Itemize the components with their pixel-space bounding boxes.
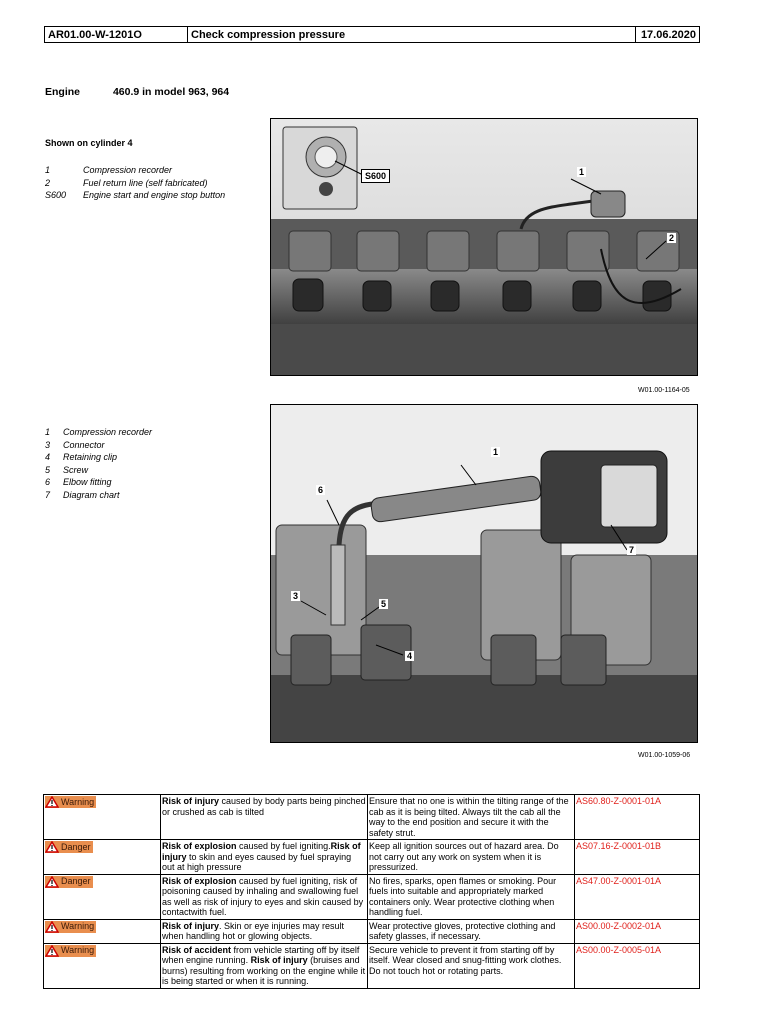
label-5: 5 <box>381 599 387 609</box>
safety-row <box>44 840 700 875</box>
warning-triangle-icon <box>45 841 59 853</box>
figure-compression-recorder <box>270 404 698 743</box>
safety-measure: Ensure that no one is within the tilting range of the cab as it is being tilted. Always tilt the cab all the way to the end position and secure it with the safety strut. <box>368 795 575 840</box>
legend-item: 3 Connector <box>45 439 105 450</box>
hazard-level-label: Warning <box>61 945 95 956</box>
hazard-badge <box>45 841 93 853</box>
recorder-illustration <box>271 405 698 743</box>
doc-id: AR01.00-W-1201O <box>45 27 188 42</box>
safety-row <box>44 943 700 988</box>
safety-table <box>43 794 700 989</box>
safety-reference-link[interactable]: AS60.80-Z-0001-01A <box>575 795 700 840</box>
legend-item: 1 Compression recorder <box>45 165 173 175</box>
safety-measure: Secure vehicle to prevent it from starting off by itself. Wear closed and snug-fitting work clothes. Do not touch hot or rotating parts. <box>368 943 575 988</box>
safety-level-cell <box>44 795 161 840</box>
hazard-badge <box>45 876 93 888</box>
section2-legend <box>45 426 152 501</box>
safety-level-cell <box>44 919 161 943</box>
warning-triangle-icon <box>45 796 59 808</box>
doc-title: Check compression pressure <box>188 27 636 42</box>
engine-label: Engine <box>45 86 81 98</box>
label-1: 1 <box>493 447 499 457</box>
hazard-level-label: Warning <box>61 921 95 932</box>
safety-measure: Keep all ignition sources out of hazard area. Do not carry out any work on system when it is pressurized. <box>368 840 575 875</box>
safety-reference-link[interactable]: AS07.16-Z-0001-01B <box>575 840 700 875</box>
engine-model: 460.9 in model 963, 964 <box>112 86 230 98</box>
safety-measure: No fires, sparks, open flames or smoking. Pour fuels into suitable and appropriately marked containers only. Wear protective clothing when handling fuel. <box>368 874 575 919</box>
safety-row <box>44 919 700 943</box>
warning-triangle-icon <box>45 945 59 957</box>
safety-level-cell <box>44 943 161 988</box>
legend-item: 7 Diagram chart <box>45 489 120 500</box>
hazard-level-label: Danger <box>61 841 91 852</box>
figure-caption: W01.00-1164-05 <box>638 387 690 394</box>
warning-triangle-icon <box>45 876 59 888</box>
hazard-badge <box>45 945 96 957</box>
label-s600: S600 <box>361 169 390 183</box>
document-header <box>44 26 700 43</box>
figure-engine-overview <box>270 118 698 376</box>
safety-level-cell <box>44 874 161 919</box>
legend-item: 1 Compression recorder <box>45 427 153 437</box>
legend-item: 2 Fuel return line (self fabricated) <box>45 177 208 188</box>
label-7: 7 <box>629 545 635 555</box>
hazard-badge <box>45 921 96 933</box>
hazard-level-label: Danger <box>61 876 91 887</box>
label-1: 1 <box>579 167 585 177</box>
hazard-level-label: Warning <box>61 796 95 807</box>
legend-item: 6 Elbow fitting <box>45 477 112 487</box>
label-2: 2 <box>669 233 675 243</box>
safety-reference-link[interactable]: AS00.00-Z-0002-01A <box>575 919 700 943</box>
safety-level-cell <box>44 840 161 875</box>
doc-date: 17.06.2020 <box>640 29 696 41</box>
legend-item: 4 Retaining clip <box>45 452 118 462</box>
safety-measure: Wear protective gloves, protective clothing and safety glasses, if necessary. <box>368 919 575 943</box>
safety-reference-link[interactable]: AS00.00-Z-0005-01A <box>575 943 700 988</box>
label-6: 6 <box>318 485 324 495</box>
risk-description: Risk of explosion caused by fuel igniting, risk of poisoning caused by inhaling and swallowing fuel as well as risk of injury to eyes and skin caused by contactwith fuel. <box>161 874 368 919</box>
legend-item: S600 Engine start and engine stop button <box>45 190 226 200</box>
safety-row <box>44 795 700 840</box>
safety-row <box>44 874 700 919</box>
label-4: 4 <box>407 651 413 661</box>
risk-description: Risk of injury. Skin or eye injuries may result when handling hot or glowing objects. <box>161 919 368 943</box>
warning-triangle-icon <box>45 921 59 933</box>
legend-item: 5 Screw <box>45 464 89 475</box>
risk-description: Risk of injury caused by body parts being pinched or crushed as cab is tilted <box>161 795 368 840</box>
risk-description: Risk of explosion caused by fuel igniting.Risk of injury to skin and eyes caused by fuel spraying out at high pressure <box>161 840 368 875</box>
figure-caption: W01.00-1059-06 <box>638 752 691 759</box>
safety-reference-link[interactable]: AS47.00-Z-0001-01A <box>575 874 700 919</box>
hazard-badge <box>45 796 96 808</box>
engine-illustration <box>271 119 698 376</box>
risk-description: Risk of accident from vehicle starting off by itself when engine running. Risk of injury (bruises and burns) resulting from working on the engine while it is being started or when it is running. <box>161 943 368 988</box>
label-3: 3 <box>293 591 299 601</box>
section1-heading: Shown on cylinder 4 <box>45 138 133 148</box>
section1-legend <box>45 164 225 202</box>
engine-line <box>45 86 229 98</box>
